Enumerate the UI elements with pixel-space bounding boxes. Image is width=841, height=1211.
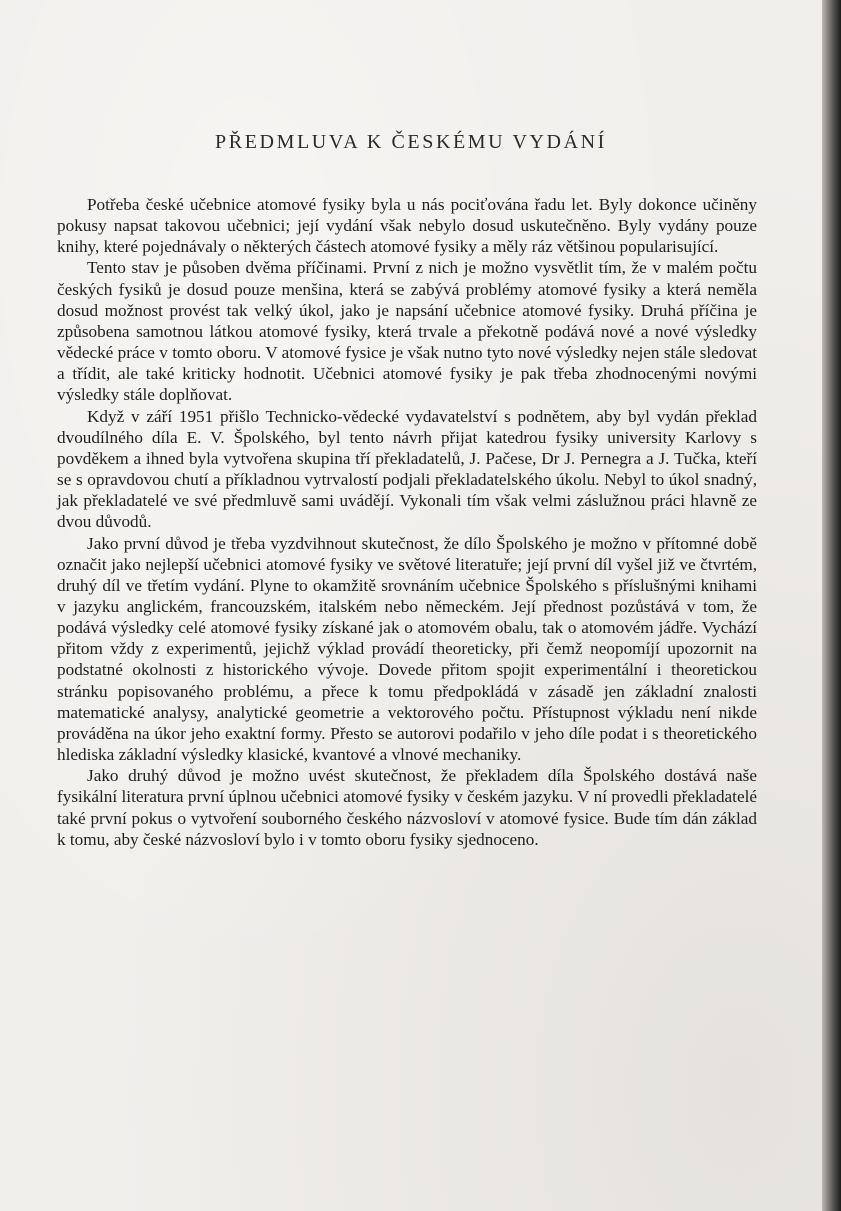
paragraph-5: Jako druhý důvod je možno uvést skutečnost, že překladem díla Špolského dostává naše fysikální literatura první úplnou učebnici atomové fysiky v českém jazyku. V ní provedli překladatelé také první pokus o vytvoření souborného českého názvosloví v atomové fysice. Bude tím dán základ k tomu, aby české názvosloví bylo i v tomto oboru fysiky sjednoceno. <box>57 766 757 849</box>
paragraph-3: Když v září 1951 přišlo Technicko-vědecké vydavatelství s podnětem, aby byl vydán překlad dvoudílného díla E. V. Špolského, byl tento návrh přijat katedrou fysiky university Karlovy s povděkem a ihned byla vytvořena skupina tří překladatelů, J. Pačese, Dr J. Pernegra a J. Tučka, kteří se s opravdovou chutí a příkladnou vytrvalostí podjali překladatelského úkolu. Nebyl to úkol snadný, jak překladatelé ve své předmluvě sami uvádějí. Vykonali tím však velmi záslužnou práci hlavně ze dvou důvodů. <box>57 406 757 532</box>
book-spine-shadow <box>822 0 841 1211</box>
preface-text <box>57 194 757 850</box>
page-title: PŘEDMLUVA K ČESKÉMU VYDÁNÍ <box>215 131 607 153</box>
paragraph-1: Potřeba české učebnice atomové fysiky byla u nás pociťována řadu let. Byly dokonce učiněny pokusy napsat takovou učebnici; její vydání však nebylo dosud uskutečněno. Byly vydány pouze knihy, které pojednávaly o některých částech atomové fysiky a měly ráz většinou popularisující. <box>57 195 757 257</box>
paragraph-4: Jako první důvod je třeba vyzdvihnout skutečnost, že dílo Špolského je možno v přítomné době označit jako nejlepší učebnici atomové fysiky ve světové literatuře; její první díl vyšel již ve čtvrtém, druhý díl ve třetím vydání. Plyne to okamžitě srovnáním učebnice Špolského s příslušnými knihami v jazyku anglickém, francouzském, italském nebo německém. Její přednost pozůstává v tom, že podává výsledky celé atomové fysiky získané jak o atomovém obalu, tak o atomovém jádře. Vychází přitom vždy z experimentů, jejichž výklad provádí theoreticky, při čemž neopomíjí upozornit na podstatné okolnosti z historického vývoje. Dovede přitom spojit experimentální i theoretickou stránku popisovaného problému, a přece k tomu předpokládá v zásadě jen základní znalosti matematické analysy, analytické geometrie a vektorového počtu. Přístupnost výkladu není nikde prováděna na úkor jeho exaktní formy. Přesto se autorovi podařilo v jeho díle podat i s theoretického hlediska základní výsledky klasické, kvantové a vlnové mechaniky. <box>57 533 757 765</box>
paragraph-2: Tento stav je působen dvěma příčinami. První z nich je možno vysvětlit tím, že v malém počtu českých fysiků je dosud pouze menšina, která se zabývá problémy atomové fysiky a která neměla dosud možnost provést tak velký úkol, jako je napsání učebnice atomové fysiky. Druhá příčina je způsobena samotnou látkou atomové fysiky, která trvale a překotně podává nové a nové výsledky vědecké práce v tomto oboru. V atomové fysice je však nutno tyto nové výsledky nejen stále sledovat a třídit, ale také kriticky hodnotit. Učebnici atomové fysiky je pak třeba zhodnocenými novými výsledky stále doplňovat. <box>57 258 757 405</box>
